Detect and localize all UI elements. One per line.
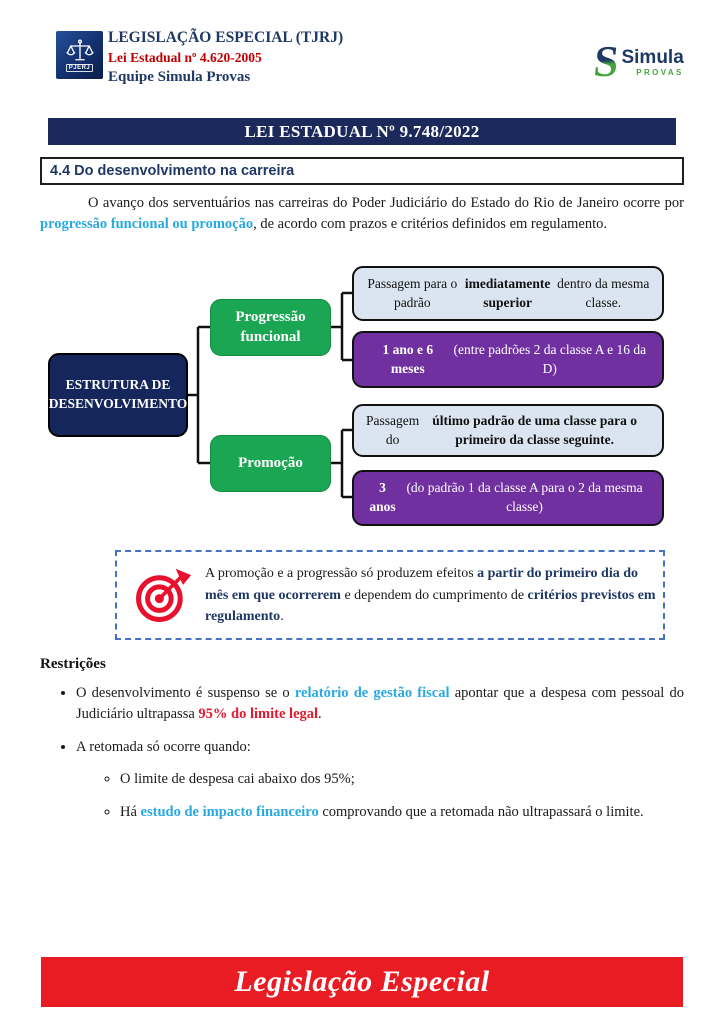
restrictions-section <box>40 656 684 835</box>
callout-text: A promoção e a progressão só produzem efeitos a partir do primeiro dia do mês em que ocorrerem e dependem do cumprimento de critérios previstos em regulamento. <box>205 566 656 625</box>
pjerj-logo <box>56 31 103 79</box>
restriction-item-text: A retomada só ocorre quando: <box>76 739 251 756</box>
promocao-prazo-box: 3 anos (do padrão 1 da classe A para o 2 da mesma classe) <box>352 470 664 526</box>
intro-paragraph: O avanço dos serventuários nas carreiras do Poder Judiciário do Estado do Rio de Janeiro ocorre por progressão funcional ou promoção, de acordo com prazos e critérios definidos em regulamento. <box>40 195 684 233</box>
restrictions-list <box>40 683 684 823</box>
promocao-description-box: Passagem do último padrão de uma classe para o primeiro da classe seguinte. <box>352 404 664 457</box>
restriction-item <box>76 737 684 823</box>
footer-banner <box>41 957 683 1007</box>
restriction-sublist <box>76 769 684 823</box>
target-dart-icon <box>134 566 192 624</box>
section-heading-label: 4.4 Do desenvolvimento na carreira <box>50 163 295 179</box>
simula-s-icon: S <box>591 37 622 86</box>
document-subtitle: Lei Estadual nº 4.620-2005 <box>108 50 262 65</box>
law-banner-title: LEI ESTADUAL Nº 9.748/2022 <box>244 122 480 141</box>
document-title: LEGISLAÇÃO ESPECIAL (TJRJ) <box>108 29 344 46</box>
section-heading <box>40 157 684 185</box>
law-banner <box>48 118 676 145</box>
scales-of-justice-icon <box>65 39 95 63</box>
progressao-prazo-box: 1 ano e 6 meses (entre padrões 2 da classe A e 16 da D) <box>352 331 664 388</box>
restrictions-title: Restrições <box>40 656 106 672</box>
diagram-node-promocao: Promoção <box>210 435 331 492</box>
development-structure-diagram <box>0 258 724 534</box>
header-text-block <box>108 29 343 86</box>
restriction-subitem: ◦ O limite de despesa cai abaixo dos 95%; <box>120 769 684 790</box>
diagram-root-node: ESTRUTURA DE DESENVOLVIMENTO <box>48 353 188 437</box>
pjerj-logo-label: PJERJ <box>66 64 94 72</box>
diagram-node-progressao-funcional: Progressão funcional <box>210 299 331 356</box>
restriction-item: • O desenvolvimento é suspenso se o relatório de gestão fiscal apontar que a despesa com pessoal do Judiciário ultrapassa 95% do limite legal. <box>76 683 684 725</box>
highlight-callout <box>115 550 665 640</box>
team-name: Equipe Simula Provas <box>108 69 251 85</box>
footer-banner-title: Legislação Especial <box>234 965 490 998</box>
brand-tagline: PROVAS <box>636 67 684 77</box>
simula-provas-logo <box>591 37 684 86</box>
progressao-description-box: Passagem para o padrão imediatamente superior dentro da mesma classe. <box>352 266 664 321</box>
brand-name: Simula <box>621 46 684 68</box>
restriction-subitem: ◦ Há estudo de impacto financeiro comprovando que a retomada não ultrapassará o limite. <box>120 802 684 823</box>
